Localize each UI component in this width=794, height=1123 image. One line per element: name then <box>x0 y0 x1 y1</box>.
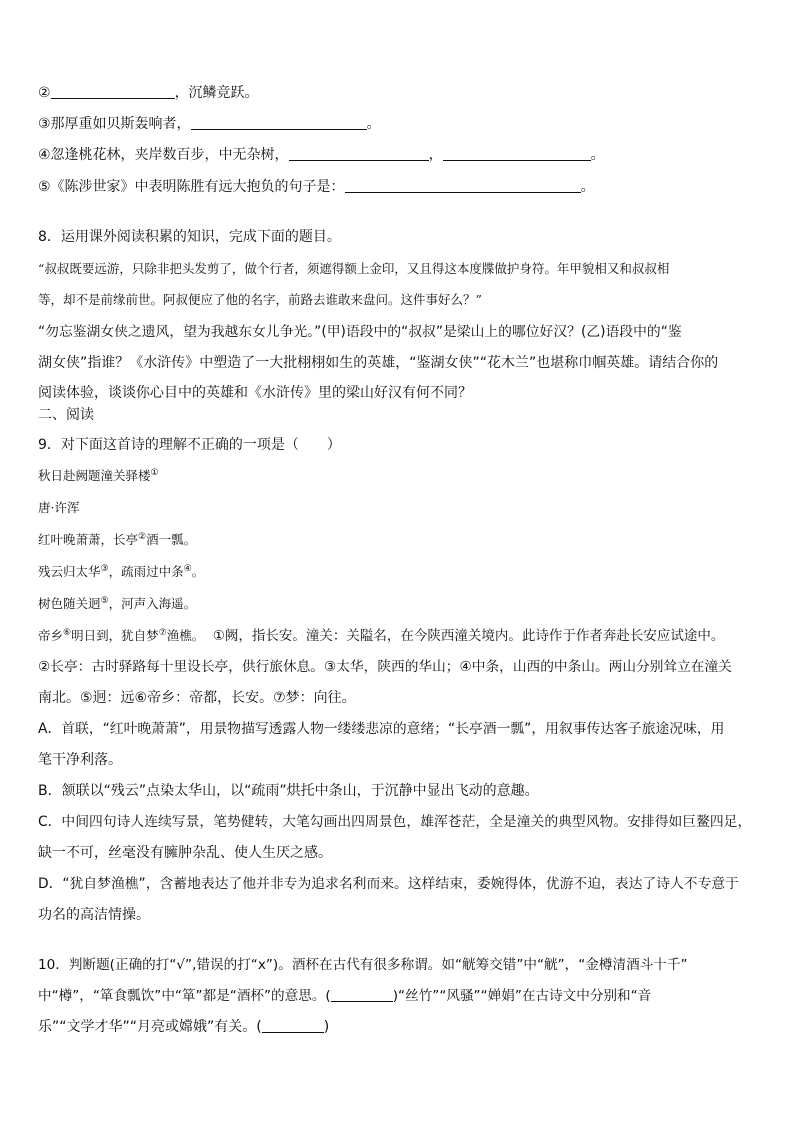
verse-text: 酒一瓢。 <box>146 532 197 547</box>
item-2-label: ② <box>38 85 51 101</box>
item-5-end: 。 <box>580 179 595 195</box>
poem-title <box>38 467 159 485</box>
item-4 <box>38 146 605 164</box>
answer-blank[interactable] <box>262 1018 324 1033</box>
option-d-line-2: 功名的高洁情操。 <box>38 907 150 923</box>
q8-quote-line-1: “叔叔既要远游，只除非把头发剪了，做个行者，须遮得额上金印，又且得这本度牒做护身符。年甲貌相又和叔叔相 <box>38 261 670 276</box>
q8-text-line-2: 湖女侠”指谁？《水浒传》中塑造了一大批栩栩如生的英雄，“鉴湖女侠”“花木兰”也堪称巾帼英雄。请结合你的 <box>38 355 719 371</box>
option-a-line-2: 笔干净利落。 <box>38 752 122 768</box>
verse-text: ，疏雨过中条 <box>108 564 184 579</box>
item-2-text: ，沉鳞竞跃。 <box>174 85 259 101</box>
q10-text: )“丝竹”“风骚”“婵娟”在古诗文中分别和“音 <box>392 988 652 1004</box>
section-heading: 二、阅读 <box>38 407 94 423</box>
answer-blank[interactable] <box>443 146 591 161</box>
option-b: B．颔联以“残云”点染太华山，以“疏雨”烘托中条山，于沉静中显出飞动的意趣。 <box>38 783 539 799</box>
poem-author: 唐·许浑 <box>38 500 80 515</box>
q10-line-1: 10．判断题(正确的打“√”,错误的打“x”)。酒杯在古代有很多称谓。如“觥筹交错”中“觥”，“金樽清酒斗十千” <box>38 957 688 973</box>
poem-verse-2 <box>38 563 204 581</box>
note-mark: ② <box>138 531 147 542</box>
item-3-end: 。 <box>366 116 381 132</box>
note-mark: ③ <box>100 563 109 574</box>
verse-text: 渔樵。 <box>166 628 205 643</box>
verse-text: 红叶晚萧萧，长亭 <box>38 532 139 547</box>
note-mark: ④ <box>183 563 192 574</box>
option-d-line-1: D．“犹自梦渔樵”，含蓄地表达了他并非专为追求名利而来。这样结束，委婉得体，优游不迫，表达了诗人不专意于 <box>38 876 739 892</box>
annotation-line-3: 南北。⑤迥：远⑥帝乡：帝都，长安。⑦梦：向往。 <box>38 690 356 706</box>
q8-quote-line-2: 等，却不是前缘前世。阿叔便应了他的名字，前路去谁敢来盘问。这件事好么？” <box>38 292 482 307</box>
annotation-text: ①阙，指长安。潼关：关隘名，在今陕西潼关境内。此诗作于作者奔赴长安应试途中。 <box>212 628 725 644</box>
poem-verse-1 <box>38 531 196 549</box>
option-c-line-2: 缺一不可，丝毫没有臃肿杂乱、使人生厌之感。 <box>38 845 332 861</box>
verse-text: 明日到，犹自梦 <box>71 628 159 643</box>
q8-title: 8．运用课外阅读积累的知识，完成下面的题目。 <box>38 229 341 245</box>
item-2 <box>38 84 259 102</box>
poem-verse-4-notes <box>38 627 724 645</box>
q9-title: 9．对下面这首诗的理解不正确的一项是（ ） <box>38 437 341 453</box>
verse-4 <box>38 628 204 643</box>
answer-blank[interactable] <box>289 146 429 161</box>
answer-blank[interactable] <box>345 178 581 193</box>
item-3 <box>38 115 381 133</box>
note-mark: ⑥ <box>63 627 72 638</box>
option-a-line-1: A．首联，“红叶晚萧萧”，用景物描写透露人物一缕缕悲凉的意绪；“长亭酒一瓢”，用叙事传达客子旅途况味，用 <box>38 721 725 737</box>
verse-text: 。 <box>191 564 205 579</box>
q10-text: ) <box>323 1019 330 1035</box>
answer-blank[interactable] <box>51 84 175 99</box>
q8-text-line-3: 阅读体验，谈谈你心目中的英雄和《水浒传》里的梁山好汉有何不同？ <box>38 385 472 401</box>
q10-text: 乐”“文学才华”“月亮或嫦娥”有关。( <box>38 1019 262 1035</box>
item-3-text: ③那厚重如贝斯轰响者， <box>38 116 191 132</box>
note-mark: ⑤ <box>100 595 109 606</box>
q8-text-line-1: “勿忘鉴湖女侠之遗风，望为我越东女儿争光。”(甲)语段中的“叔叔”是梁山上的哪位好汉？(乙)语段中的“鉴 <box>38 324 682 340</box>
note-mark: ① <box>150 467 159 478</box>
poem-verse-3 <box>38 595 196 613</box>
verse-text: 帝乡 <box>38 628 64 643</box>
q10-text: 中“樽”，“箪食瓢饮”中“箪”都是“酒杯”的意思。( <box>38 988 331 1004</box>
q10-line-2 <box>38 987 651 1005</box>
note-mark: ⑦ <box>158 627 167 638</box>
answer-blank[interactable] <box>331 987 393 1002</box>
annotation-line-2: ②长亭：古时驿路每十里设长亭，供行旅休息。③太华，陕西的华山；④中条，山西的中条山。两山分别耸立在潼关 <box>38 659 732 675</box>
item-4-comma: ， <box>428 147 443 163</box>
q10-line-3 <box>38 1018 329 1036</box>
poem-title-text: 秋日赴阙题潼关驿楼 <box>38 468 151 483</box>
verse-text: ，河声入海遥。 <box>108 596 197 611</box>
verse-text: 残云归太华 <box>38 564 101 579</box>
answer-blank[interactable] <box>191 115 367 130</box>
item-4-end: 。 <box>590 147 605 163</box>
item-5-text: ⑤《陈涉世家》中表明陈胜有远大抱负的句子是： <box>38 179 345 195</box>
option-c-line-1: C．中间四句诗人连续写景，笔势健转，大笔勾画出四周景色，雄浑苍茫，全是潼关的典型风物。安排得如巨鳌四足， <box>38 814 752 830</box>
verse-text: 树色随关迥 <box>38 596 101 611</box>
item-5 <box>38 178 595 196</box>
item-4-text: ④忽逢桃花林，夹岸数百步，中无杂树， <box>38 147 289 163</box>
